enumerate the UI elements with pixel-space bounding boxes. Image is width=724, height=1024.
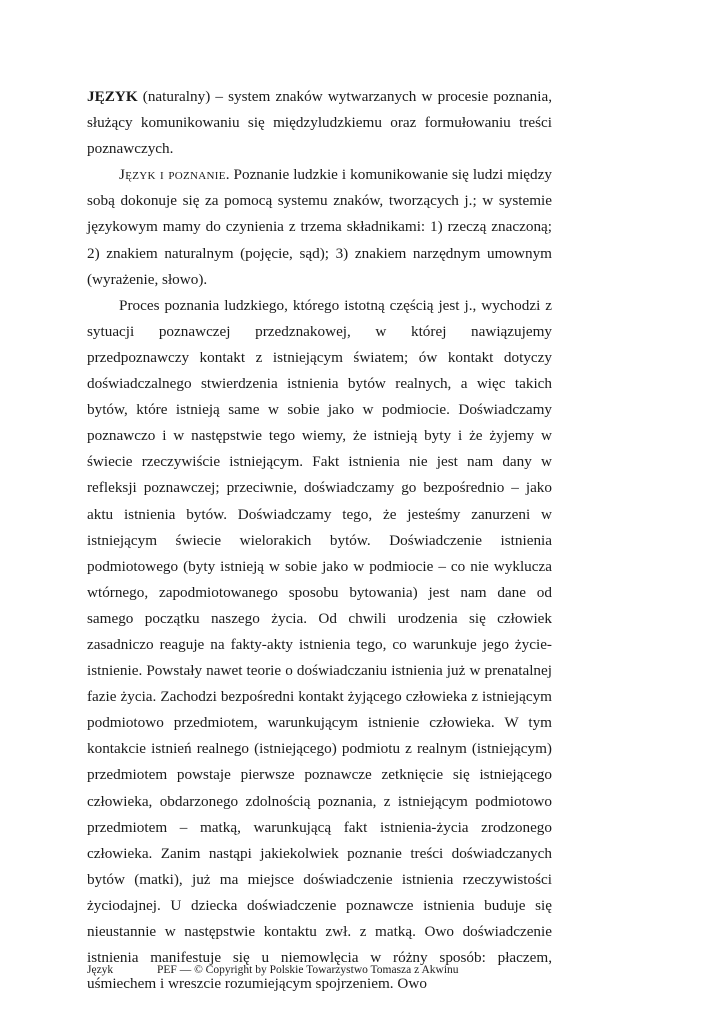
- section-heading: Język i poznanie: [119, 166, 226, 184]
- intro-paragraph: [87, 84, 552, 162]
- footer-copyright: PEF — © Copyright by Polskie Towarzystwo Tomasza z Akwinu: [157, 964, 459, 976]
- document-page: [87, 84, 552, 997]
- section-text: . Poznanie ludzkie i komunikowanie się ludzi między sobą dokonuje się za pomocą systemu znaków, tworzących j.; w systemie językowym mamy do czynienia z trzema składnikami: 1) rzeczą znaczoną; 2) znakiem naturalnym (pojęcie, sąd); 3) znakiem narzędnym umownym (wyrażenie, słowo).: [87, 166, 552, 288]
- section-paragraph-language-and-cognition: [87, 162, 552, 292]
- headword: JĘZYK: [87, 88, 138, 105]
- footer-title: Język: [87, 964, 114, 976]
- body-paragraph: Proces poznania ludzkiego, którego istotną częścią jest j., wychodzi z sytuacji poznawczej przedznakowej, w której nawiązujemy przedpoznawczy kontakt z istniejącym światem; ów kontakt dotyczy doświadczalnego stwierdzenia istnienia bytów realnych, a więc takich bytów, które istnieją same w sobie jako w podmiocie. Doświadczamy poznawczo i w następstwie tego wiemy, że istnieją byty i że żyjemy w świecie rzeczywiście istniejącym. Fakt istnienia nie jest nam dany w refleksji poznawczej; przeciwnie, doświadczamy go bezpośrednio – jako aktu istnienia bytów. Doświadczamy tego, że jesteśmy zanurzeni w istniejącym świecie wielorakich bytów. Doświadczenie istnienia podmiotowego (byty istnieją w sobie jako w podmiocie – co nie wyklucza wtórnego, zapodmiotowanego sposobu bytowania) jest nam dane od samego początku naszego życia. Od chwili urodzenia się człowiek zasadniczo reaguje na fakty-akty istnienia tego, co warunkuje jego życie-istnienie. Powstały nawet teorie o doświadczaniu istnienia już w prenatalnej fazie życia. Zachodzi bezpośredni kontakt żyjącego człowieka z istniejącym podmiotowo przedmiotem, warunkującym istnienie człowieka. W tym kontakcie istnień realnego (istniejącego) podmiotu z realnym (istniejącym) przedmiotem powstaje pierwsze poznawcze zetknięcie się istniejącego człowieka, obdarzonego zdolnością poznania, z istniejącym podmiotowo przedmiotem – matką, warunkującą fakt istnienia-życia zrodzonego człowieka. Zanim nastąpi jakiekolwiek poznanie treści doświadczanych bytów (matki), już ma miejsce doświadczenie istnienia rzeczywistości życiodajnej. U dziecka doświadczenie poznawcze istnienia buduje się nieustannie w następstwie kontaktu zwł. z matką. Owo doświadczenie istnienia manifestuje się u niemowlęcia w różny sposób: płaczem, uśmiechem i wreszcie rozumiejącym spojrzeniem. Owo: [87, 296, 552, 993]
- intro-text: (naturalny) – system znaków wytwarzanych w procesie poznania, służący komunikowaniu się międzyludzkiemu oraz formułowaniu treści poznawczych.: [87, 88, 552, 158]
